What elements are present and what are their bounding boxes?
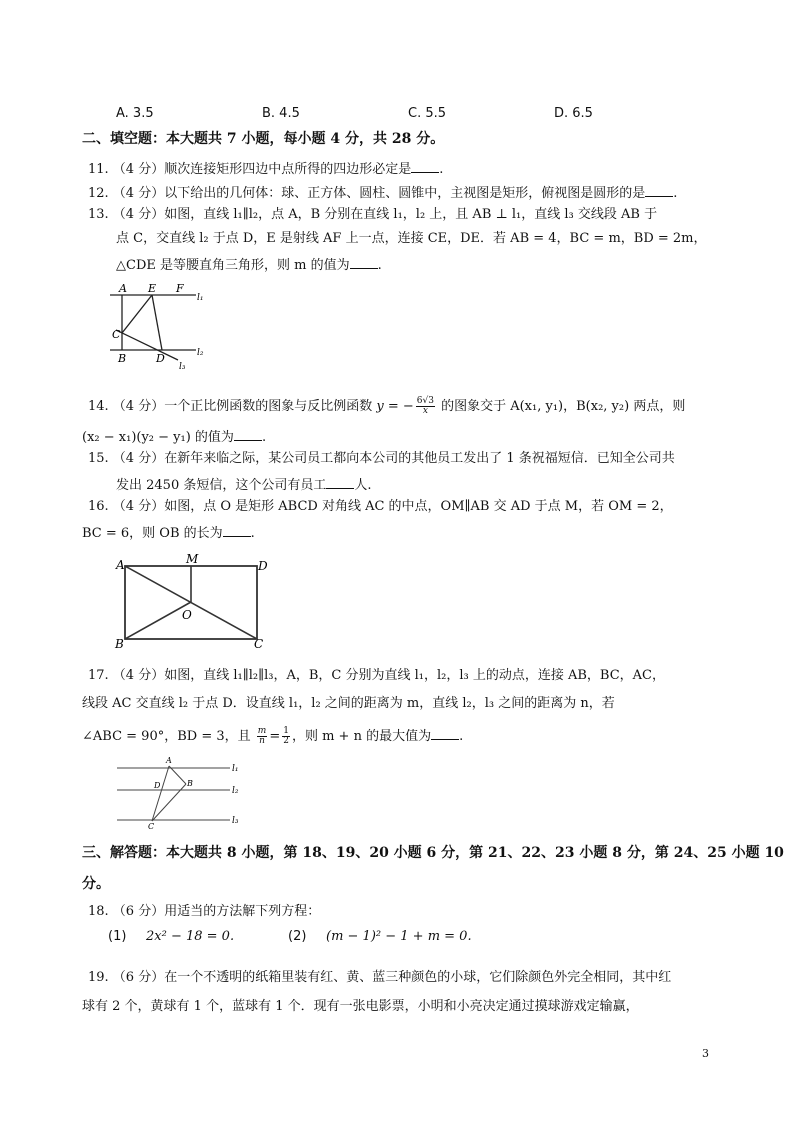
fig16-label-o: O xyxy=(182,608,192,622)
question-17-text-a: ∠ABC = 90°，BD = 3，且 xyxy=(82,729,251,744)
question-15-line-2-text: 发出 2450 条短信，这个公司有员工 xyxy=(116,478,327,493)
figure-13 xyxy=(104,280,214,372)
fig13-label-c: C xyxy=(112,328,121,341)
question-17-line-3 xyxy=(82,727,463,746)
option-b: B. 4.5 xyxy=(262,106,300,121)
question-18-part-2: (m − 1)² − 1 + m = 0. xyxy=(326,929,472,944)
option-d: D. 6.5 xyxy=(554,106,593,121)
question-18-part-1: 2x² − 18 = 0. xyxy=(146,929,235,944)
question-14-line-2 xyxy=(82,428,266,444)
answer-blank xyxy=(411,160,439,173)
question-17-fraction-half xyxy=(282,727,290,746)
question-13-line-2: 点 C，交直线 l₂ 于点 D，E 是射线 AF 上一点，连接 CE，DE．若 AB = 4，BC = m，BD = 2m， xyxy=(116,231,707,246)
page-number: 3 xyxy=(702,1047,709,1060)
answer-blank xyxy=(326,476,354,489)
question-12 xyxy=(88,184,677,200)
answer-blank xyxy=(223,524,251,537)
fraction-numerator: 1 xyxy=(283,726,289,736)
answer-blank xyxy=(350,256,378,269)
fig13-label-f: F xyxy=(176,282,184,295)
fraction-numerator: 6√3 xyxy=(416,396,434,406)
question-14-fraction xyxy=(416,397,435,416)
question-14-text-b: 的图象交于 A(x₁, y₁)，B(x₂, y₂) 两点，则 xyxy=(441,399,686,414)
question-15-end: 人. xyxy=(354,478,372,493)
fraction-numerator: m xyxy=(257,726,267,736)
question-14-line-2-text: (x₂ − x₁)(y₂ − y₁) 的值为 xyxy=(82,430,234,445)
question-16-line-1: 16. （4 分）如图，点 O 是矩形 ABCD 对角线 AC 的中点，OM∥AB 交 AD 于点 M，若 OM = 2， xyxy=(88,499,673,514)
question-18: 18. （6 分）用适当的方法解下列方程： xyxy=(88,904,321,919)
question-14-end: . xyxy=(261,430,267,445)
question-17-fraction-mn xyxy=(257,727,268,746)
fig13-label-l3: l₃ xyxy=(179,362,186,372)
fig13-label-d: D xyxy=(156,352,165,365)
fig13-label-b: B xyxy=(118,352,127,365)
fig17-label-l1: l₁ xyxy=(232,764,239,774)
question-18-part-2-label: (2) xyxy=(288,929,307,944)
question-12-end: . xyxy=(673,186,678,201)
fig17-label-d: D xyxy=(154,781,161,790)
fig16-label-m: M xyxy=(186,552,199,566)
question-19-line-2: 球有 2 个，黄球有 1 个，蓝球有 1 个．现有一张电影票，小明和小亮决定通过摸球游戏定输赢， xyxy=(82,999,639,1014)
figure-16 xyxy=(112,552,272,652)
fig17-label-l3: l₃ xyxy=(232,816,239,826)
question-16-line-2 xyxy=(82,524,255,540)
fig16-label-c: C xyxy=(254,637,264,651)
question-13-line-3-text: △CDE 是等腰直角三角形，则 m 的值为 xyxy=(116,258,350,273)
question-13-line-1: 13. （4 分）如图，直线 l₁∥l₂，点 A，B 分别在直线 l₁，l₂ 上，且 AB ⊥ l₁，直线 l₃ 交线段 AB 于 xyxy=(88,207,658,222)
question-16-line-2-text: BC = 6，则 OB 的长为 xyxy=(82,526,223,541)
question-14-text-a: 14. （4 分）一个正比例函数的图象与反比例函数 xyxy=(88,399,373,414)
figure-17 xyxy=(112,754,252,832)
section-3-header-line-2: 分。 xyxy=(82,876,110,892)
fig17-label-l2: l₂ xyxy=(232,786,239,796)
question-18-part-1-label: (1) xyxy=(108,929,127,944)
fig13-label-e: E xyxy=(148,282,157,295)
fig16-label-d: D xyxy=(258,559,268,573)
answer-blank xyxy=(431,727,459,740)
question-11-text: 11. （4 分）顺次连接矩形四边中点所得的四边形必定是 xyxy=(88,162,412,177)
question-19-line-1: 19. （6 分）在一个不透明的纸箱里装有红、黄、蓝三种颜色的小球，它们除颜色外完全相同，其中红 xyxy=(88,970,672,985)
fig17-label-c: C xyxy=(148,822,155,831)
question-12-text: 12. （4 分）以下给出的几何体：球、正方体、圆柱、圆锥中，主视图是矩形，俯视图是圆形的是 xyxy=(88,186,646,201)
question-11 xyxy=(88,160,443,176)
fig17-label-a: A xyxy=(166,756,172,765)
question-16-end: . xyxy=(250,526,255,541)
question-15-line-1: 15. （4 分）在新年来临之际，某公司员工都向本公司的其他员工发出了 1 条祝福短信．已知全公司共 xyxy=(88,451,675,466)
question-13-end: . xyxy=(377,258,382,273)
fraction-denominator: n xyxy=(259,736,265,746)
section-2-header: 二、填空题：本大题共 7 小题，每小题 4 分，共 28 分。 xyxy=(82,131,445,147)
section-3-header-line-1: 三、解答题：本大题共 8 小题，第 18、19、20 小题 6 分，第 21、22、23 小题 8 分，第 24、25 小题 10 xyxy=(82,845,784,861)
question-17-line-2: 线段 AC 交直线 l₂ 于点 D．设直线 l₁，l₂ 之间的距离为 m，直线 l₂，l₃ 之间的距离为 n，若 xyxy=(82,696,615,711)
option-a: A. 3.5 xyxy=(116,106,154,121)
fig16-label-b: B xyxy=(115,637,124,651)
fig13-label-l2: l₂ xyxy=(197,348,204,358)
question-13-line-3 xyxy=(116,256,382,272)
option-c: C. 5.5 xyxy=(408,106,447,121)
question-17-end: . xyxy=(459,729,464,744)
question-15-line-2 xyxy=(116,476,372,492)
fig13-label-l1: l₁ xyxy=(197,293,204,303)
question-11-end: . xyxy=(439,162,444,177)
question-14-formula: y = − xyxy=(376,399,414,414)
fraction-denominator: x xyxy=(422,406,428,416)
answer-blank xyxy=(234,428,262,441)
question-17-text-b: ，则 m + n 的最大值为 xyxy=(291,729,432,744)
fig17-label-b: B xyxy=(187,779,193,788)
answer-blank xyxy=(645,184,673,197)
question-14-line-1 xyxy=(88,397,685,416)
question-17-equals: = xyxy=(269,729,281,744)
fraction-denominator: 2 xyxy=(283,736,289,746)
question-17-line-1: 17. （4 分）如图，直线 l₁∥l₂∥l₃，A，B，C 分别为直线 l₁，l₂，l₃ 上的动点，连接 AB，BC，AC， xyxy=(88,668,666,683)
fig16-label-a: A xyxy=(116,558,125,572)
fig13-label-a: A xyxy=(119,282,127,295)
